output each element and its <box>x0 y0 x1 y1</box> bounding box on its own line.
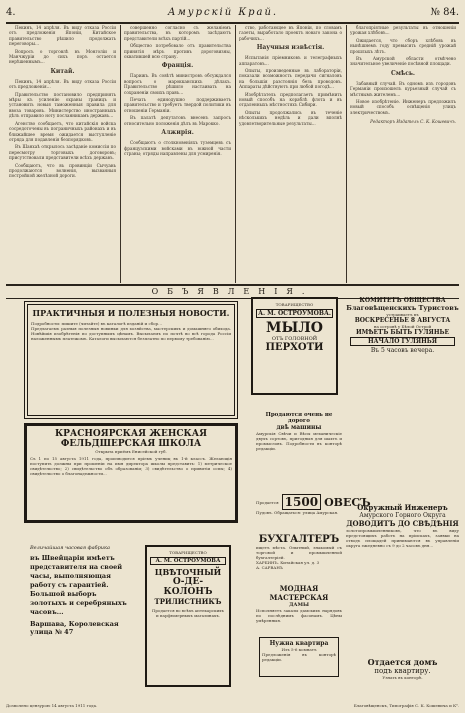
ad-fashion-title: МОДНАЯ МАСТЕРСКАЯ <box>269 584 329 602</box>
ad-tourists-l4: ИМѢЕТЪ БЫТЬ ГУЛЯНЬЕ <box>355 329 450 336</box>
ad-oats-l2: 1500 <box>282 494 321 510</box>
ad-practical-title: ПРАКТИЧНЫЯ И ПОЛЕЗНЫЯ НОВОСТИ. <box>32 308 230 318</box>
ad-flowers-2-l1: ТРИЛИСТНИКЪ <box>154 597 222 606</box>
ad-practical-news: ПРАКТИЧНЫЯ И ПОЛЕЗНЫЯ НОВОСТИ. Подробности: пишите (читайте) въ каталогѣ изданій и сбор… Предлагаемъ разныя полезныя новинки для хозяйства, мастерскихъ и домашняго обихода. Новѣйшія изобрѣтенія по доступнымъ цѣнамъ. Высылаемъ по почтѣ во всѣ города Россіи наложеннымъ платежомъ. Каталоги высылаются безплатно по первому требованію... <box>24 301 238 419</box>
ad-feldsher-l1: КРАСНОЯРСКАЯ ЖЕНСКАЯ <box>54 429 208 439</box>
ad-engineer-l1: Окружный Инженеръ <box>357 503 448 512</box>
censor-note: Дозволено цензурою 14 августа 1911 года. <box>6 703 98 708</box>
ad-fashion: МОДНАЯ МАСТЕРСКАЯ ДАМЫ Исполняетъ заказы дамскихъ нарядовъ по послѣднимъ фасонамъ. Цѣны умѣренныя. <box>256 584 342 623</box>
ad-flowers-l3: ЦВѢТОЧНЫЙ <box>154 567 222 577</box>
section-heading-misc: Смѣсь. <box>390 69 416 77</box>
ad-soap-line5: ПЕРХОТИ <box>265 342 324 353</box>
ad-house-l2: подъ квартиру. <box>374 667 431 675</box>
ad-fashion-l2: ДАМЫ <box>288 602 310 608</box>
article-column-2: совершенно согласно съ желаніемъ правительства, въ которомъ засѣдаютъ представители всѣхъ партій... Общество потребовало отъ правительства принятія мѣръ противъ дороговизны, охватившей всю страну. Франція. Парижъ. Въ совѣтѣ министровъ обсуждался вопросъ о марокканскихъ дѣлахъ. Правительство рѣшило настаивать на сохраненіи своихъ правъ... Печать единодушно поддерживаетъ правительство и требуетъ твердой политики въ отношеніи Германіи. Въ палатѣ депутатовъ внесенъ запросъ относительно положенія дѣлъ въ Марокко. Алжирія. Сообщаютъ о столкновеніяхъ туземцевъ съ французскими войсками въ южной части страны; отряды направлены для усмиренія. <box>124 25 231 156</box>
ad-tourists: КОМИТЕТЪ ОБЩЕСТВА Благовѣщенскихъ Туристовъ устраиваетъ въ ВОСКРЕСЕНЬЕ 8 АВГУСТА на островѣ у Бѣлой Острой ИМѢЕТЪ БЫТЬ ГУЛЯНЬЕ НАЧАЛО ГУЛЯНЬЯ Въ 5 часовъ вечера. <box>346 297 459 354</box>
ad-oats-l3: ОВЕСЪ <box>324 495 371 509</box>
section-heading-algeria: Алжирія. <box>161 129 194 137</box>
ad-factory-l2: Варшава, Королевская улица № 47 <box>30 620 119 636</box>
ad-accountant-l3: А. САРВАНЪ <box>256 565 283 570</box>
article-text-china: Пекинъ, 14 апрѣля. Въ виду отказа Россіи отъ предложенія… <box>9 78 116 90</box>
ad-flowers-l1: ТОВАРИЩЕСТВО <box>169 550 207 555</box>
ad-soap-line1: ТОВАРИЩЕСТВО <box>275 302 314 307</box>
ad-apartment: Нужна квартира Изъ 5-6 комнатъ Предложенія въ конторѣ редакціи. <box>259 637 339 677</box>
ad-engineer-l3: ДОВОДИТЪ ДО СВѢДѢНІЯ <box>346 519 459 528</box>
editor-signature: Редакторъ Издатель С. К. Кошевичъ. <box>370 119 456 125</box>
section-heading-china: Китай. <box>50 67 75 75</box>
printer-note: Благовѣщенскъ, Типографія С. К. Кошевича и К⁰. <box>353 703 459 708</box>
ad-accountant-l2: ХАРБИНЪ. Китайская ул. д. 3 <box>256 560 320 565</box>
announcements-banner: ОБЪЯВЛЕНІЯ. <box>6 284 459 299</box>
section-heading-science: Научныя извѣстія. <box>256 44 325 52</box>
ad-soap-line4: ОТЪ ГОЛОВНОЙ <box>271 336 318 342</box>
ad-house-l1: Отдается домъ <box>367 657 438 667</box>
ad-machines: Продаются очень не дорого двѣ машины Амурскія Свѣчи и Вѣсы механическіе двухъ сортовъ, пригодныя для шахтъ и промысловъ. Подробности въ конторѣ редакціи. <box>256 412 342 451</box>
ad-practical-body: Подробности: пишите (читайте) въ каталогѣ изданій и сбор… <box>31 321 163 326</box>
ad-accountant: БУХГАЛТЕРЪ ищетъ мѣста. Опытный, знакомый съ торговой и промышленной бухгалтеріей. ХАРБИНЪ. Китайская ул. д. 3 А. САРВАНЪ <box>256 534 342 570</box>
ad-tourists-l3: ВОСКРЕСЕНЬЕ 8 АВГУСТА <box>354 317 451 324</box>
page-footer <box>6 703 459 708</box>
ad-feldsher-l2: ФЕЛЬДШЕРСКАЯ ШКОЛА <box>60 439 202 449</box>
article-text-science: Испытанія пріемниковъ и телеграфныхъ аппаратовъ… <box>239 55 342 66</box>
ad-feldsher-l3: Открыта приёмъ Енисейской губ. <box>95 449 167 454</box>
ad-engineer-l2: Амурского Горного Округа <box>359 512 446 519</box>
ad-oats: Продается 1500 ОВЕСЪ Пудовъ. Обращаться: улица Амурская. <box>256 495 371 515</box>
ad-tourists-l6: Въ 5 часовъ вечера. <box>370 347 435 354</box>
newspaper-title: Амурскій Край. <box>167 6 279 18</box>
ad-factory-l1: Величайшая часовая фабрика <box>30 545 110 551</box>
ad-flower-cologne: ТОВАРИЩЕСТВО А. М. ОСТРОУМОВА ЦВѢТОЧНЫЙ О-ДЕ-КОЛОНЪ ТРИЛИСТНИКЪ Продается во всѣхъ аптекарскихъ и парфюмерныхъ магазинахъ. <box>145 545 231 687</box>
article-column-3: ство, работающее въ Японіи, по словамъ газеты, выработало проектъ новаго закона о рабочихъ... Научныя извѣстія. Испытанія пріемниковъ и телеграфныхъ аппаратовъ… Опыты, произведенные въ лабораторіи, показали возможность передачи сигналовъ на большія разстоянія безъ проводовъ. Аппараты дѣйствуютъ при любой погодѣ... Изобрѣтатель предполагаетъ примѣнить новый способъ на кораблѣ флота и въ отдаленныхъ мѣстностяхъ Сибири. Опыты продолжались въ теченіе нѣсколькихъ недѣль и дали вполнѣ удовлетворительные результаты... <box>239 25 342 126</box>
ad-accountant-title: БУХГАЛТЕРЪ <box>258 534 340 545</box>
article-column-1: Пекинъ, 14 апрѣля. Въ виду отказа Россіи отъ предложенія Японіи, Китайское правительство рѣшило продолжать переговоры... Вопросъ о торговлѣ въ Монголіи и Манчжуріи до сихъ поръ остается нерѣшеннымъ... Китай. Пекинъ, 14 апрѣля. Въ виду отказа Россіи отъ предложенія… Правительство постановило предпринять мѣры къ усиленію охраны границъ и установить новыя таможенныя правила для ввоза товаровъ. Министерство иностранныхъ дѣлъ отправило ноту посланникамъ державъ... Агенство сообщаетъ, что китайскія войска сосредоточены въ пограничныхъ районахъ и въ ближайшее время ожидается выступленіе отряда для подавленія безпорядковъ. Въ Шанхаѣ открылось засѣданіе комиссіи по пересмотру торговыхъ договоровъ; присутствовали представители всѣхъ державъ. Сообщаютъ, что въ провинціи Сычуань продолжаются волненія, вызванныя постройкой желѣзной дороги. <box>9 25 116 179</box>
ad-soap-word: МЫЛО <box>266 320 323 336</box>
ad-machines-l1: Продаются очень не дорого <box>265 412 333 424</box>
ad-soap <box>251 297 338 395</box>
section-heading-france: Франція. <box>161 62 194 70</box>
ad-machines-l2: двѣ машины <box>276 424 322 431</box>
ad-tourists-l2: Благовѣщенскихъ Туристовъ <box>346 304 459 312</box>
ad-watch-factory: Величайшая часовая фабрика въ Швейцаріи имѣетъ представителя на своей часы, выполняющая работу съ гарантіей. Большой выборъ золотыхъ и серебряныхъ часовъ... Варшава, Королевская улица № 47 <box>30 545 134 697</box>
ad-feldsher-school: КРАСНОЯРСКАЯ ЖЕНСКАЯ ФЕЛЬДШЕРСКАЯ ШКОЛА Открыта приёмъ Енисейской губ. Съ 1 по 15 августа 1911 года, производится пріемъ учениц въ 1-й классъ. Желающія поступить должны при прошеніи на имя директора школы представить: 1) метрическое свидѣтельство; 2) свидѣтельство объ образованіи; 3) свидѣтельство о привитіи оспы; 4) свидѣтельство о благонадежности... <box>24 423 238 523</box>
ad-flowers-l2: А. М. ОСТРОУМОВА <box>150 557 226 565</box>
page-header <box>6 2 459 24</box>
page-number: 4. <box>6 6 16 18</box>
ad-engineer: Окружный Инженеръ Амурского Горного Округа ДОВОДИТЪ ДО СВѢДѢНІЯ золотопромышленниковъ, что въ виду предстоящихъ работъ на пріискахъ, заявки на отводъ площадей принимаются въ управленіи округа ежедневно съ 9 до 2 часовъ дня... <box>346 503 459 548</box>
issue-number: № 84. <box>430 6 459 18</box>
ad-oats-l1: Продается <box>256 499 279 505</box>
ad-apartment-l2: Изъ 5-6 комнатъ <box>281 647 317 652</box>
ad-soap-line2: А. М. ОСТРОУМОВА. <box>256 309 333 318</box>
ad-apartment-title: Нужна квартира <box>269 640 329 647</box>
article-column-4: благопріятные результаты въ отношеніи урожая хлѣбовъ... Ожидается, что сборъ хлѣбовъ въ нынѣшнемъ году превысить средній урожай прошлыхъ лѣтъ. Въ Амурской области отмѣчено значительное увеличеніе посѣвной площади. Смѣсь. Забавный случай. Въ одномъ изъ городовъ Германіи произошелъ курьезный случай съ мѣстнымъ жителемъ... Новое изобрѣтеніе. Инженеръ предложилъ новый способъ освѣщенія улицъ электричествомъ. Редакторъ Издатель С. К. Кошевичъ. <box>350 25 456 125</box>
ad-tourists-l1: КОМИТЕТЪ ОБЩЕСТВА <box>359 297 446 304</box>
ad-flowers-l4: О-ДЕ-КОЛОНЪ <box>163 577 213 597</box>
ad-house: Отдается домъ подъ квартиру. Узнать въ конторѣ. <box>346 657 459 699</box>
ad-tourists-l5: НАЧАЛО ГУЛЯНЬЯ <box>350 337 455 346</box>
